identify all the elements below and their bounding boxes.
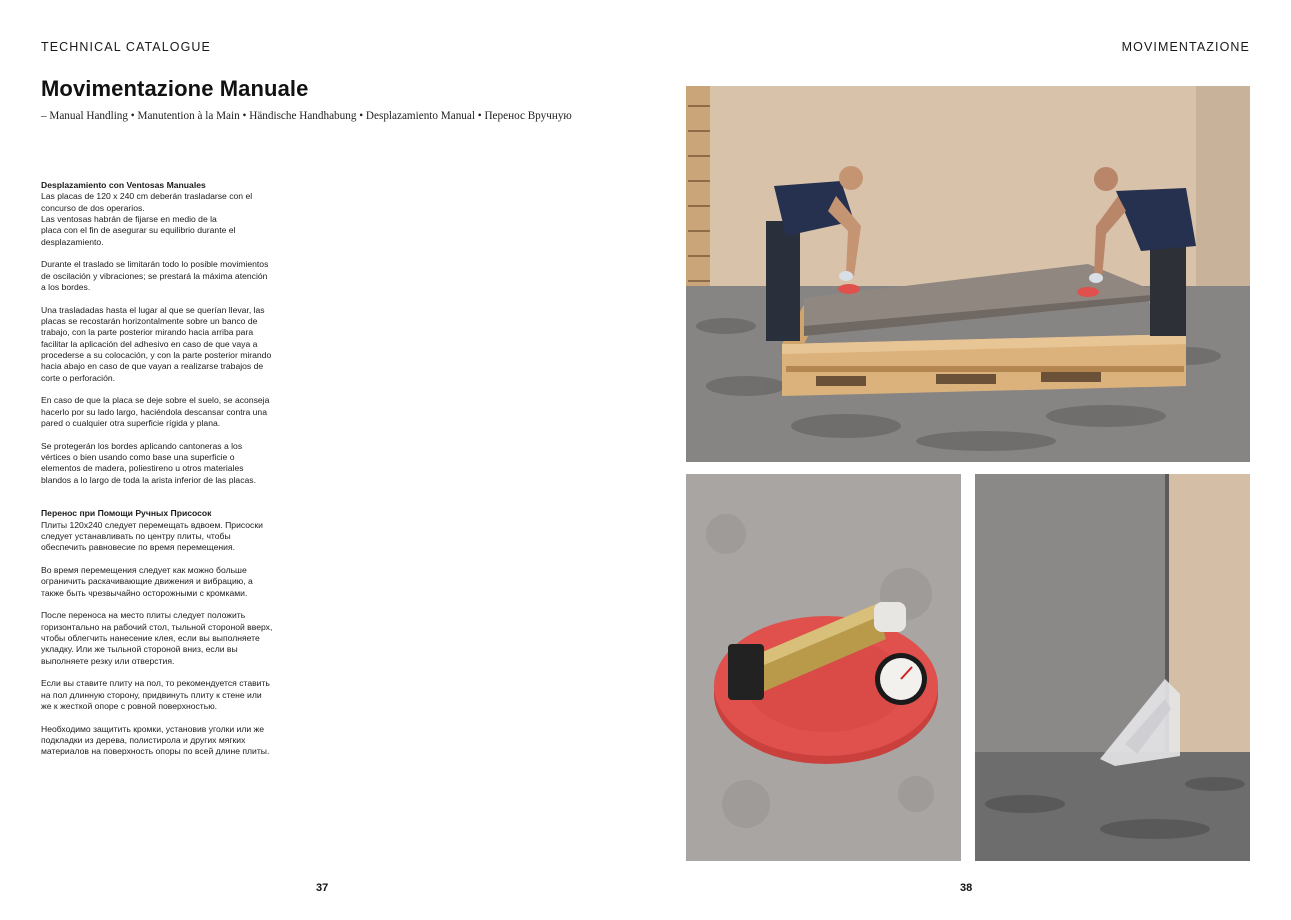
spanish-heading: Desplazamiento con Ventosas Manuales <box>41 180 206 190</box>
photo-workers-lifting-slab <box>686 86 1250 462</box>
body-text <box>41 180 273 769</box>
spanish-paragraph-1: Las placas de 120 x 240 cm deberán trasladarse con el concurso de dos operarios. Las ventosas habrán de fijarse en medio de la placa con el fin de asegurar su equilibrio durante el desplazamiento. <box>41 191 253 247</box>
photo-corner-protector <box>975 474 1250 861</box>
russian-paragraph-4: Если вы ставите плиту на пол, то рекомендуется ставить на пол длинную сторону, придвинуть плиту к стене или же к жесткой опоре с ровной поверхностью. <box>41 678 270 712</box>
spanish-paragraph-3: Una trasladadas hasta el lugar al que se querían llevar, las placas se recostarán horizontalmente sobre un banco de trabajo, con la parte posterior mirando hacia arriba para facilitar la aplicación del adhesivo en caso de que vaya a procederse a su colocación, y con la parte posterior mirando hacia abajo en caso de que vayan a realizarse trabajos de corte o perforación. <box>41 304 272 383</box>
section-label: MOVIMENTAZIONE <box>1121 40 1250 54</box>
russian-section <box>41 508 273 757</box>
page-number-left: 37 <box>316 882 329 894</box>
russian-paragraph-1: Плиты 120x240 следует перемещать вдвоем. Присоски следует устанавливать по центру плиты, чтобы обеспечить равновесие по время перемещения. <box>41 519 263 553</box>
translations-subtitle: – Manual Handling • Manutention à la Main • Händische Handhabung • Desplazamiento Manual • Перенос Вручную <box>41 110 572 122</box>
spanish-paragraph-2: Durante el traslado se limitarán todo lo posible movimientos de oscilación y vibraciones; se prestará la máxima atención a los bordes. <box>41 259 269 293</box>
russian-paragraph-2: Во время перемещения следует как можно больше ограничить раскачивающие движения и вибрацию, а также быть чрезвычайно осторожными с кромками. <box>41 565 253 598</box>
russian-heading: Перенос при Помощи Ручных Присосок <box>41 508 212 519</box>
page-title: Movimentazione Manuale <box>41 76 309 101</box>
catalogue-label: TECHNICAL CATALOGUE <box>41 40 211 54</box>
spanish-paragraph-4: En caso de que la placa se deje sobre el suelo, se aconseja hacerlo por su lado largo, haciéndola descansar contra una pared o cualquier otra superficie rígida y plana. <box>41 395 270 429</box>
page-number-right: 38 <box>960 882 973 894</box>
photo-suction-cup <box>686 474 961 861</box>
russian-paragraph-3: После переноса на место плиты следует положить горизонтально на рабочий стол, тыльной стороной вверх, чтобы облегчить нанесение клея, если вы выполняете укладку. Или же тыльной стороной вниз, если вы выполняете резку или отверстия. <box>41 610 273 666</box>
spanish-paragraph-5: Se protegerán los bordes aplicando cantoneras a los vértices o bien usando como base una superficie o elementos de madera, poliestireno u otros materiales blandos a lo largo de toda la arista inferior de las placas. <box>41 440 256 485</box>
spanish-section <box>41 180 273 486</box>
russian-paragraph-5: Необходимо защитить кромки, установив уголки или же подкладки из дерева, полистирола и других мягких материалов на поверхность опоры по всей длине плиты. <box>41 723 270 757</box>
